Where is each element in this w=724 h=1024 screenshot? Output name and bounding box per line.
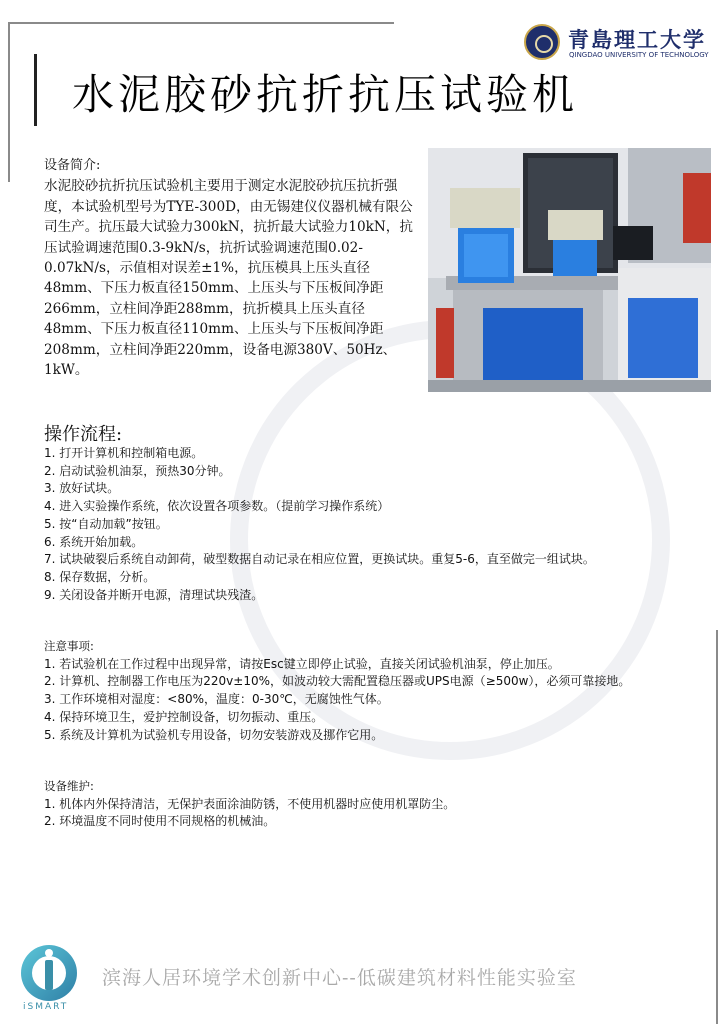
maintenance-item: 1. 机体内外保持清洁，无保护表面涂油防锈，不使用机器时应使用机罩防尘。: [44, 796, 456, 811]
notes-section: [44, 638, 712, 744]
intro-body: 水泥胶砂抗折抗压试验机主要用于测定水泥胶砂抗压抗折强度，本试验机型号为TYE-300D，由无锡建仪仪器机械有限公司生产。抗压最大试验力300kN，抗折最大试验力10kN，抗压试验调速范围0.3-9kN/s，抗折试验调速范围0.02-0.07kN/s，示值相对误差±1%，抗压模具上压头直径48mm、下压力板直径150mm、上压头与下压板间净距266mm，立柱间净距288mm，抗折模具上压头直径48mm、下压力板直径110mm、上压头与下压板间净距208mm，立柱间净距220mm，设备电源380V、50Hz、1kW。: [44, 178, 413, 379]
machine-photo: [428, 148, 711, 392]
procedure-step: 3. 放好试块。: [44, 481, 120, 496]
page-title: 水泥胶砂抗折抗压试验机: [72, 70, 579, 119]
ismart-logo-icon: [18, 942, 80, 1004]
procedure-step: 2. 启动试验机油泵，预热30分钟。: [44, 463, 231, 478]
equipment-intro: [44, 156, 414, 380]
ismart-brand-text: iSMART: [23, 1002, 69, 1012]
procedure-step: 8. 保存数据，分析。: [44, 569, 156, 584]
note-item: 1. 若试验机在工作过程中出现异常，请按Esc键立即停止试验，直接关闭试验机油泵，停止加压。: [44, 656, 560, 671]
logo-english-name: QINGDAO UNIVERSITY OF TECHNOLOGY: [569, 51, 709, 59]
note-item: 3. 工作环境相对湿度：<80%，温度：0-30℃，无腐蚀性气体。: [44, 692, 389, 707]
note-item: 2. 计算机、控制器工作电压为220v±10%，如波动较大需配置稳压器或UPS电源（≥500w），必须可靠接地。: [44, 674, 631, 689]
procedure-step: 9. 关闭设备并断开电源，清理试块残渣。: [44, 587, 264, 602]
procedure-step: 4. 进入实验操作系统，依次设置各项参数。（提前学习操作系统）: [44, 499, 390, 514]
frame-line-right: [716, 630, 718, 1024]
title-accent-bar: [34, 54, 37, 126]
footer-lab-name: 滨海人居环境学术创新中心--低碳建筑材料性能实验室: [102, 967, 577, 989]
frame-line-left: [8, 22, 10, 182]
procedure-title: 操作流程:: [44, 424, 123, 445]
university-seal-icon: [524, 24, 560, 60]
procedure-step: 1. 打开计算机和控制箱电源。: [44, 446, 204, 460]
note-item: 5. 系统及计算机为试验机专用设备，切勿安装游戏及挪作它用。: [44, 727, 384, 742]
frame-line-top: [8, 22, 394, 24]
notes-title: 注意事项:: [44, 639, 94, 653]
university-logo: [524, 24, 714, 64]
maintenance-section: [44, 778, 712, 831]
procedure-step: 5. 按“自动加载”按钮。: [44, 516, 168, 531]
maintenance-item: 2. 环境温度不同时使用不同规格的机械油。: [44, 814, 276, 829]
procedure-list: [44, 445, 720, 604]
ismart-logo: [18, 942, 80, 1010]
procedure-step: 7. 试块破裂后系统自动卸荷，破型数据自动记录在相应位置，更换试块。重复5-6，直至做完一组试块。: [44, 552, 595, 567]
logo-chinese-name: 青島理工大学: [568, 27, 706, 52]
maintenance-title: 设备维护:: [44, 779, 94, 793]
intro-label: 设备简介:: [44, 158, 101, 173]
machine-photo-illustration: [428, 148, 711, 392]
procedure-step: 6. 系统开始加载。: [44, 534, 144, 549]
note-item: 4. 保持环境卫生，爱护控制设备，切勿振动、重压。: [44, 709, 324, 724]
